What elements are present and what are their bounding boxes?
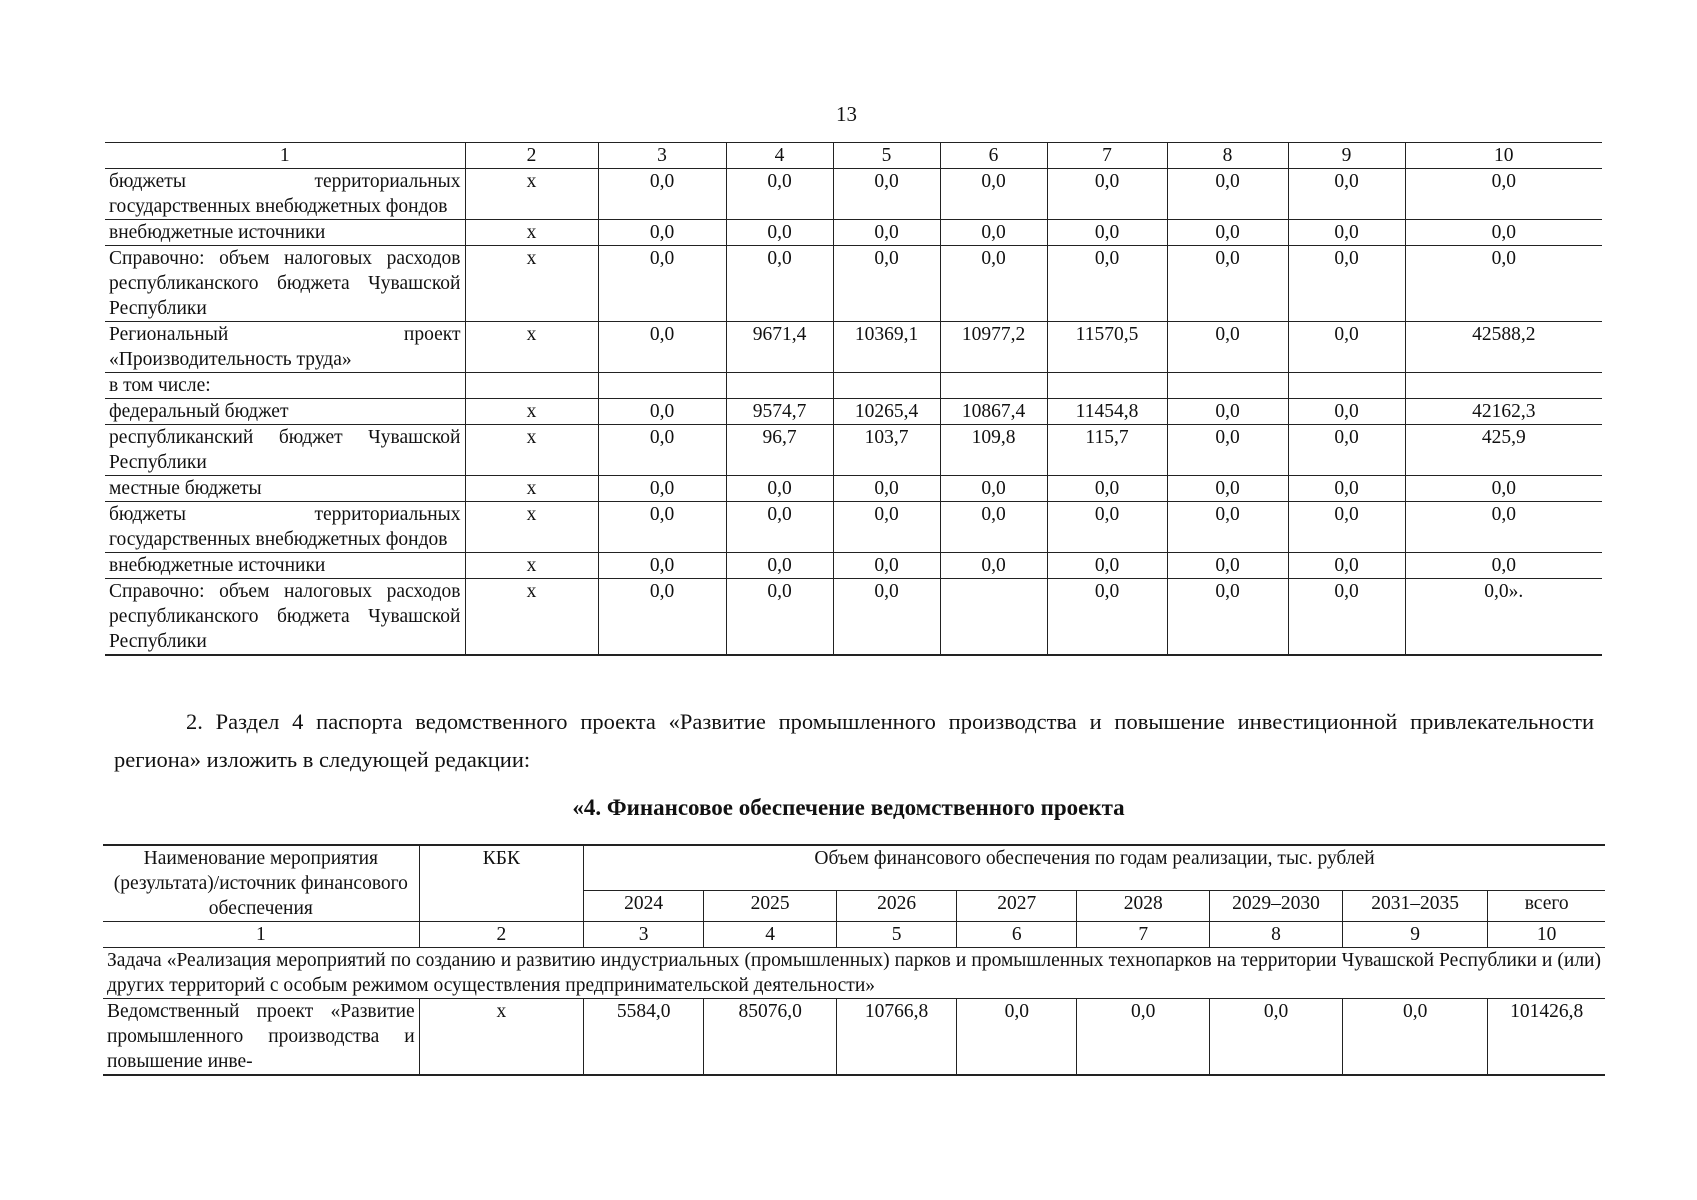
value-cell — [833, 373, 940, 399]
value-cell: 0,0 — [726, 220, 833, 246]
column-number: 6 — [940, 143, 1047, 169]
header-row — [103, 845, 1605, 891]
value-cell: 0,0 — [1288, 169, 1405, 220]
value-cell: 0,0 — [833, 553, 940, 579]
column-number: 4 — [726, 143, 833, 169]
value-cell: 0,0 — [1288, 502, 1405, 553]
value-cell: 0,0 — [833, 246, 940, 322]
row-label: внебюджетные источники — [105, 553, 465, 579]
value-cell: 0,0 — [598, 502, 726, 553]
year-header: 2031–2035 — [1342, 891, 1487, 922]
value-cell: x — [465, 220, 598, 246]
column-number: 3 — [584, 922, 704, 948]
value-cell: 9671,4 — [726, 322, 833, 373]
value-cell: 0,0 — [1167, 220, 1288, 246]
value-cell: 0,0 — [598, 425, 726, 476]
value-cell: 0,0 — [1210, 999, 1343, 1076]
value-cell: x — [465, 399, 598, 425]
table-row — [105, 579, 1602, 656]
value-cell: 0,0 — [1405, 553, 1602, 579]
value-cell — [1288, 373, 1405, 399]
value-cell: x — [419, 999, 583, 1076]
value-cell: 0,0 — [1405, 246, 1602, 322]
value-cell: 0,0 — [598, 169, 726, 220]
value-cell: 0,0 — [598, 322, 726, 373]
table-row — [105, 169, 1602, 220]
column-number: 3 — [598, 143, 726, 169]
column-number: 5 — [833, 143, 940, 169]
row-label: Справочно: объем налоговых расходов республиканского бюджета Чувашской Республики — [105, 579, 465, 656]
value-cell: 11570,5 — [1047, 322, 1167, 373]
value-cell: x — [465, 476, 598, 502]
value-cell: 9574,7 — [726, 399, 833, 425]
value-cell — [1047, 373, 1167, 399]
year-header: 2029–2030 — [1210, 891, 1343, 922]
value-cell: 0,0 — [598, 220, 726, 246]
value-cell: 0,0 — [726, 169, 833, 220]
value-cell: 0,0 — [1288, 476, 1405, 502]
value-cell: 0,0 — [598, 246, 726, 322]
value-cell: 0,0 — [833, 220, 940, 246]
header-name-column: Наименование мероприятия (результата)/источник финансового обеспечения — [103, 845, 419, 922]
value-cell: 0,0 — [1288, 220, 1405, 246]
value-cell: 11454,8 — [1047, 399, 1167, 425]
header-kbk-column: КБК — [419, 845, 583, 922]
value-cell — [940, 579, 1047, 656]
value-cell: 0,0». — [1405, 579, 1602, 656]
value-cell: 0,0 — [598, 553, 726, 579]
value-cell: 0,0 — [1047, 502, 1167, 553]
page-number: 13 — [836, 102, 857, 126]
year-header: всего — [1488, 891, 1605, 922]
row-label: республиканский бюджет Чувашской Республики — [105, 425, 465, 476]
table-row — [105, 553, 1602, 579]
section-title: «4. Финансовое обеспечение ведомственного проекта — [572, 795, 1125, 820]
value-cell: 10369,1 — [833, 322, 940, 373]
value-cell: 0,0 — [726, 476, 833, 502]
task-cell: Задача «Реализация мероприятий по созданию и развитию индустриальных (промышленных) парков и промышленных технопарков на территории Чувашской Республики и (или) других территорий с особым режимом осуществления предпринимательской деятельности» — [103, 948, 1605, 999]
value-cell: 0,0 — [1047, 553, 1167, 579]
value-cell: 0,0 — [940, 476, 1047, 502]
row-label: бюджеты территориальных государственных внебюджетных фондов — [105, 502, 465, 553]
column-numbers-row — [103, 922, 1605, 948]
row-label: бюджеты территориальных государственных внебюджетных фондов — [105, 169, 465, 220]
value-cell: 0,0 — [1288, 399, 1405, 425]
value-cell — [465, 373, 598, 399]
column-number: 8 — [1210, 922, 1343, 948]
value-cell: 0,0 — [598, 579, 726, 656]
value-cell: 0,0 — [726, 246, 833, 322]
value-cell: 0,0 — [957, 999, 1077, 1076]
row-label: Справочно: объем налоговых расходов республиканского бюджета Чувашской Республики — [105, 246, 465, 322]
value-cell: 0,0 — [1167, 579, 1288, 656]
project-row — [103, 999, 1605, 1076]
value-cell: 42162,3 — [1405, 399, 1602, 425]
value-cell: 0,0 — [1167, 553, 1288, 579]
value-cell: 0,0 — [1288, 553, 1405, 579]
value-cell: 0,0 — [1167, 322, 1288, 373]
value-cell: 0,0 — [598, 399, 726, 425]
value-cell: 425,9 — [1405, 425, 1602, 476]
column-number: 9 — [1342, 922, 1487, 948]
value-cell: 0,0 — [833, 579, 940, 656]
value-cell: 10766,8 — [837, 999, 957, 1076]
row-label: в том числе: — [105, 373, 465, 399]
value-cell: 0,0 — [1167, 169, 1288, 220]
value-cell: 0,0 — [1047, 169, 1167, 220]
value-cell: 0,0 — [1167, 425, 1288, 476]
column-number: 4 — [704, 922, 837, 948]
value-cell: 10265,4 — [833, 399, 940, 425]
table-row — [105, 476, 1602, 502]
value-cell: 0,0 — [1047, 220, 1167, 246]
value-cell: 0,0 — [726, 553, 833, 579]
year-header: 2026 — [837, 891, 957, 922]
year-header: 2024 — [584, 891, 704, 922]
value-cell: 0,0 — [940, 553, 1047, 579]
value-cell: 0,0 — [940, 246, 1047, 322]
task-row — [103, 948, 1605, 999]
value-cell: x — [465, 553, 598, 579]
table-row — [105, 425, 1602, 476]
value-cell: 0,0 — [1405, 476, 1602, 502]
year-header: 2028 — [1077, 891, 1210, 922]
value-cell: 0,0 — [1167, 246, 1288, 322]
column-number: 5 — [837, 922, 957, 948]
value-cell: x — [465, 322, 598, 373]
column-number: 2 — [465, 143, 598, 169]
value-cell: 0,0 — [1405, 502, 1602, 553]
value-cell: 0,0 — [1288, 425, 1405, 476]
amendment-paragraph: 2. Раздел 4 паспорта ведомственного проекта «Развитие промышленного производства и повышение инвестиционной привлекательности региона» изложить в следующей редакции: — [114, 709, 1594, 772]
value-cell: 0,0 — [1047, 476, 1167, 502]
value-cell: 0,0 — [726, 502, 833, 553]
table-row — [105, 220, 1602, 246]
value-cell: 0,0 — [940, 220, 1047, 246]
column-number: 9 — [1288, 143, 1405, 169]
value-cell: x — [465, 579, 598, 656]
value-cell: 0,0 — [1047, 579, 1167, 656]
value-cell: 0,0 — [940, 169, 1047, 220]
column-number: 6 — [957, 922, 1077, 948]
table-row — [105, 373, 1602, 399]
column-number: 10 — [1405, 143, 1602, 169]
value-cell: 85076,0 — [704, 999, 837, 1076]
header-funding-group: Объем финансового обеспечения по годам реализации, тыс. рублей — [584, 845, 1605, 891]
value-cell: 0,0 — [726, 579, 833, 656]
table-row — [105, 502, 1602, 553]
value-cell: x — [465, 169, 598, 220]
departmental-project-financing-table — [103, 844, 1605, 1076]
value-cell: x — [465, 425, 598, 476]
value-cell: 96,7 — [726, 425, 833, 476]
value-cell: 10867,4 — [940, 399, 1047, 425]
value-cell: 0,0 — [1288, 246, 1405, 322]
value-cell: 103,7 — [833, 425, 940, 476]
column-number: 2 — [419, 922, 583, 948]
row-label: местные бюджеты — [105, 476, 465, 502]
value-cell: x — [465, 502, 598, 553]
value-cell — [598, 373, 726, 399]
value-cell — [940, 373, 1047, 399]
value-cell — [1405, 373, 1602, 399]
column-numbers-row — [105, 143, 1602, 169]
year-header: 2025 — [704, 891, 837, 922]
value-cell: 0,0 — [1342, 999, 1487, 1076]
column-number: 8 — [1167, 143, 1288, 169]
column-number: 10 — [1488, 922, 1605, 948]
value-cell — [1167, 373, 1288, 399]
financing-table-continued — [105, 142, 1602, 656]
value-cell: 0,0 — [833, 502, 940, 553]
value-cell: 0,0 — [1288, 322, 1405, 373]
year-header: 2027 — [957, 891, 1077, 922]
value-cell: 10977,2 — [940, 322, 1047, 373]
table-row — [105, 399, 1602, 425]
table-row — [105, 246, 1602, 322]
value-cell: 101426,8 — [1488, 999, 1605, 1076]
value-cell: 0,0 — [940, 502, 1047, 553]
column-number: 7 — [1047, 143, 1167, 169]
value-cell: x — [465, 246, 598, 322]
row-label: Региональный проект «Производительность труда» — [105, 322, 465, 373]
row-label: Ведомственный проект «Развитие промышленного производства и повышение инве- — [103, 999, 419, 1076]
value-cell: 0,0 — [1167, 399, 1288, 425]
row-label: федеральный бюджет — [105, 399, 465, 425]
column-number: 1 — [105, 143, 465, 169]
column-number: 1 — [103, 922, 419, 948]
value-cell: 109,8 — [940, 425, 1047, 476]
value-cell: 0,0 — [833, 476, 940, 502]
row-label: внебюджетные источники — [105, 220, 465, 246]
value-cell: 0,0 — [1405, 220, 1602, 246]
value-cell: 0,0 — [1167, 476, 1288, 502]
value-cell: 0,0 — [1077, 999, 1210, 1076]
value-cell: 115,7 — [1047, 425, 1167, 476]
value-cell: 0,0 — [1167, 502, 1288, 553]
value-cell: 0,0 — [1288, 579, 1405, 656]
value-cell: 0,0 — [598, 476, 726, 502]
value-cell: 42588,2 — [1405, 322, 1602, 373]
column-number: 7 — [1077, 922, 1210, 948]
value-cell: 0,0 — [1405, 169, 1602, 220]
value-cell: 0,0 — [1047, 246, 1167, 322]
value-cell: 5584,0 — [584, 999, 704, 1076]
value-cell — [726, 373, 833, 399]
table-row — [105, 322, 1602, 373]
value-cell: 0,0 — [833, 169, 940, 220]
